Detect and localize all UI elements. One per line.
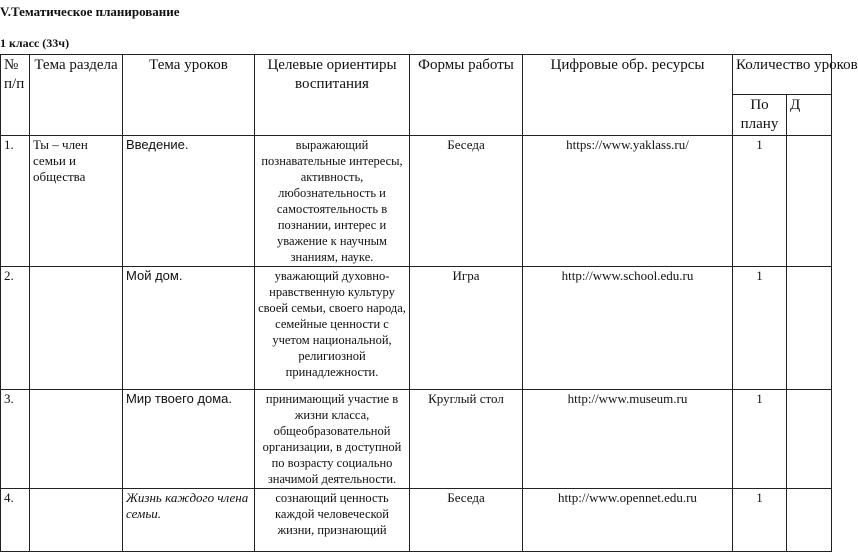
row-goal: принимающий участие в жизни класса, общеобразовательной организации, в доступной по возрасту социально значимой деятельности. (255, 390, 410, 489)
row-goal: сознающий ценность каждой человеческой жизни, признающий (255, 489, 410, 552)
row-fact (787, 136, 832, 267)
planning-table (0, 54, 858, 552)
row-plan: 1 (733, 489, 787, 552)
row-form: Беседа (410, 489, 523, 552)
col-header-forms: Формы работы (410, 55, 523, 136)
grade-subheading: 1 класс (33ч) (0, 36, 70, 50)
row-goal: выражающий познавательные интересы, активность, любознательность и самостоятельность в познании, интерес и уважение к научным знаниям, науке. (255, 136, 410, 267)
row-num: 2. (1, 267, 30, 390)
row-resource: http://www.opennet.edu.ru (523, 489, 733, 552)
row-goal: уважающий духовно-нравственную культуру своей семьи, своего народа, семейные ценности с учетом национальной, религиозной принадлежности. (255, 267, 410, 390)
col-header-goals: Целевые ориентиры воспитания (255, 55, 410, 136)
col-header-fact: Д (787, 95, 832, 136)
table-row (1, 489, 832, 552)
row-resource: http://www.school.edu.ru (523, 267, 733, 390)
col-header-lesson: Тема уроков (123, 55, 255, 136)
table-row (1, 390, 832, 489)
row-lesson: Введение. (123, 136, 255, 267)
row-plan: 1 (733, 136, 787, 267)
row-section (30, 267, 123, 390)
row-form: Беседа (410, 136, 523, 267)
table-row (1, 267, 832, 390)
row-section (30, 489, 123, 552)
col-header-resources: Цифровые обр. ресурсы (523, 55, 733, 136)
row-plan: 1 (733, 390, 787, 489)
row-resource: http://www.museum.ru (523, 390, 733, 489)
row-fact (787, 267, 832, 390)
row-form: Игра (410, 267, 523, 390)
row-lesson: Мой дом. (123, 267, 255, 390)
header-row (1, 55, 832, 95)
row-fact (787, 390, 832, 489)
row-lesson: Жизнь каждого члена семьи. (123, 489, 255, 552)
col-header-hours: Количество уроков (733, 55, 832, 95)
row-fact (787, 489, 832, 552)
row-section (30, 390, 123, 489)
col-header-section: Тема раздела (30, 55, 123, 136)
col-header-num: № п/п (1, 55, 30, 136)
col-header-plan: По плану (733, 95, 787, 136)
row-num: 1. (1, 136, 30, 267)
page-heading: V.Тематическое планирование (0, 4, 180, 19)
row-plan: 1 (733, 267, 787, 390)
table-row (1, 136, 832, 267)
row-lesson: Мир твоего дома. (123, 390, 255, 489)
row-resource: https://www.yaklass.ru/ (523, 136, 733, 267)
row-section: Ты – член семьи и общества (30, 136, 123, 267)
row-num: 3. (1, 390, 30, 489)
row-num: 4. (1, 489, 30, 552)
row-form: Круглый стол (410, 390, 523, 489)
